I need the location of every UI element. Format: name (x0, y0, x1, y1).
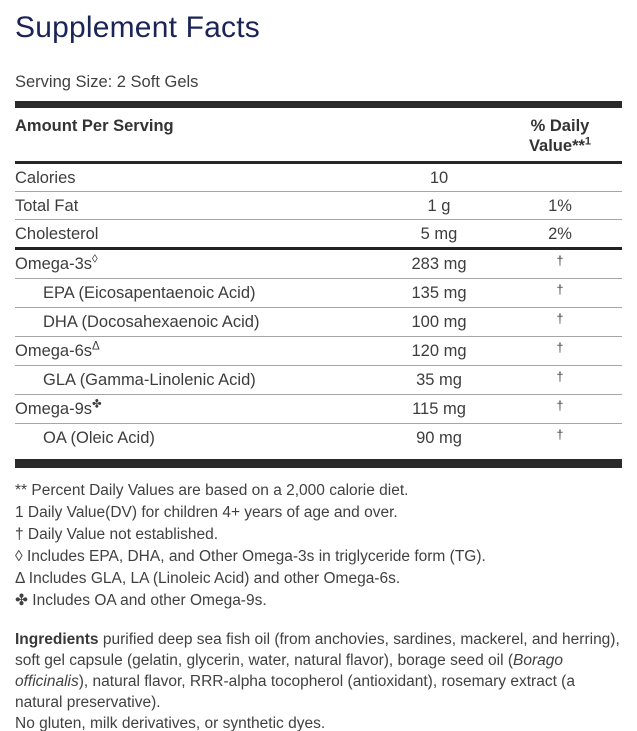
no-gluten-statement: No gluten, milk derivatives, or synthetic dyes. (15, 715, 326, 731)
table-row-total-fat (15, 191, 622, 219)
nutrient-footnote-marker: ✤ (92, 398, 102, 411)
table-row-gla (15, 365, 622, 394)
nutrient-amount: 1 g (427, 197, 451, 215)
nutrient-name-text: Calories (15, 169, 76, 187)
table-row-omega6 (15, 336, 622, 365)
nutrient-amount: 35 mg (416, 371, 462, 389)
nutrient-amount: 5 mg (420, 225, 458, 243)
nutrient-name (15, 429, 380, 447)
table-header-row (15, 108, 622, 164)
nutrient-name-text: EPA (Eicosapentaenoic Acid) (43, 284, 256, 302)
daily-value-header-line2: Value** (528, 137, 585, 155)
nutrient-name (15, 371, 380, 389)
nutrient-name (15, 169, 380, 187)
nutrient-daily-value: 2% (548, 225, 572, 243)
nutrient-daily-value: † (556, 399, 564, 413)
nutrient-amount: 10 (429, 169, 449, 187)
ingredients-text-1: purified deep sea fish oil (from anchovies, sardines, mackerel, and herring), soft gel capsule (gelatin, glycerin, water, natural flavor), borage seed oil ( (15, 631, 620, 669)
nutrient-name-text: GLA (Gamma-Linolenic Acid) (43, 371, 256, 389)
nutrient-name-text: OA (Oleic Acid) (43, 429, 155, 447)
ingredients-paragraph (15, 629, 622, 731)
daily-value-header-line1: % Daily (530, 117, 590, 135)
nutrient-name (15, 342, 380, 360)
nutrient-name (15, 255, 380, 273)
table-row-omega9 (15, 394, 622, 423)
nutrient-name (15, 400, 380, 418)
daily-value-footnote-marker: 1 (584, 135, 592, 148)
nutrient-daily-value: † (556, 370, 564, 384)
table-row-dha (15, 307, 622, 336)
page-title: Supplement Facts (15, 11, 260, 44)
nutrient-name-text: Omega-6s (15, 342, 93, 360)
table-body (15, 164, 622, 459)
nutrient-daily-value: † (556, 254, 564, 268)
nutrient-daily-value: † (556, 428, 564, 442)
footnote-percent-dv: ** Percent Daily Values are based on a 2,000 calorie diet. (15, 482, 409, 499)
nutrient-footnote-marker: Δ (92, 340, 100, 353)
nutrient-name-text: Cholesterol (15, 225, 99, 243)
nutrient-name-text: Omega-9s (15, 400, 93, 418)
facts-table (15, 108, 622, 468)
nutrient-name-text: Total Fat (15, 197, 79, 215)
nutrient-amount: 135 mg (411, 284, 467, 302)
nutrient-amount: 115 mg (412, 400, 466, 418)
nutrient-name (15, 313, 380, 331)
amount-per-serving-header: Amount Per Serving (15, 117, 174, 135)
footnote-delta-omega6: Δ Includes GLA, LA (Linoleic Acid) and other Omega-6s. (15, 570, 401, 587)
nutrient-daily-value: † (556, 312, 564, 326)
footnote-dagger: † Daily Value not established. (15, 526, 219, 543)
footnotes-block (15, 480, 622, 612)
table-row-oa (15, 423, 622, 459)
table-row-omega3 (15, 247, 622, 278)
table-row-cholesterol (15, 219, 622, 247)
nutrient-name (15, 225, 380, 243)
nutrient-name-text: Omega-3s (15, 255, 93, 273)
table-row-calories (15, 164, 622, 191)
nutrient-amount: 90 mg (416, 429, 462, 447)
ingredients-text-2: ), natural flavor, RRR-alpha tocopherol (antioxidant), rosemary extract (a natural preservative). (15, 673, 575, 711)
top-divider-bar (15, 101, 622, 108)
nutrient-name (15, 284, 380, 302)
nutrient-name (15, 197, 380, 215)
footnote-cross-omega9: ✤ Includes OA and other Omega-9s. (15, 592, 267, 609)
footnote-children-dv: 1 Daily Value(DV) for children 4+ years of age and over. (15, 504, 398, 521)
nutrient-daily-value: † (556, 283, 564, 297)
bottom-divider-bar (15, 459, 622, 468)
nutrient-daily-value: 1% (548, 197, 572, 215)
footnote-lozenge-omega3: ◊ Includes EPA, DHA, and Other Omega-3s in triglyceride form (TG). (15, 548, 486, 565)
nutrient-amount: 100 mg (411, 313, 467, 331)
nutrient-daily-value: † (556, 341, 564, 355)
ingredients-label: Ingredients (15, 631, 99, 648)
nutrient-footnote-marker: ◊ (92, 253, 98, 266)
nutrient-amount: 283 mg (411, 255, 467, 273)
daily-value-header (498, 116, 622, 156)
serving-size-text: Serving Size: 2 Soft Gels (15, 73, 199, 91)
ingredients-latin-name: Borago officinalis (15, 652, 563, 690)
nutrient-name-text: DHA (Docosahexaenoic Acid) (43, 313, 260, 331)
nutrient-amount: 120 mg (411, 342, 467, 360)
table-row-epa (15, 278, 622, 307)
